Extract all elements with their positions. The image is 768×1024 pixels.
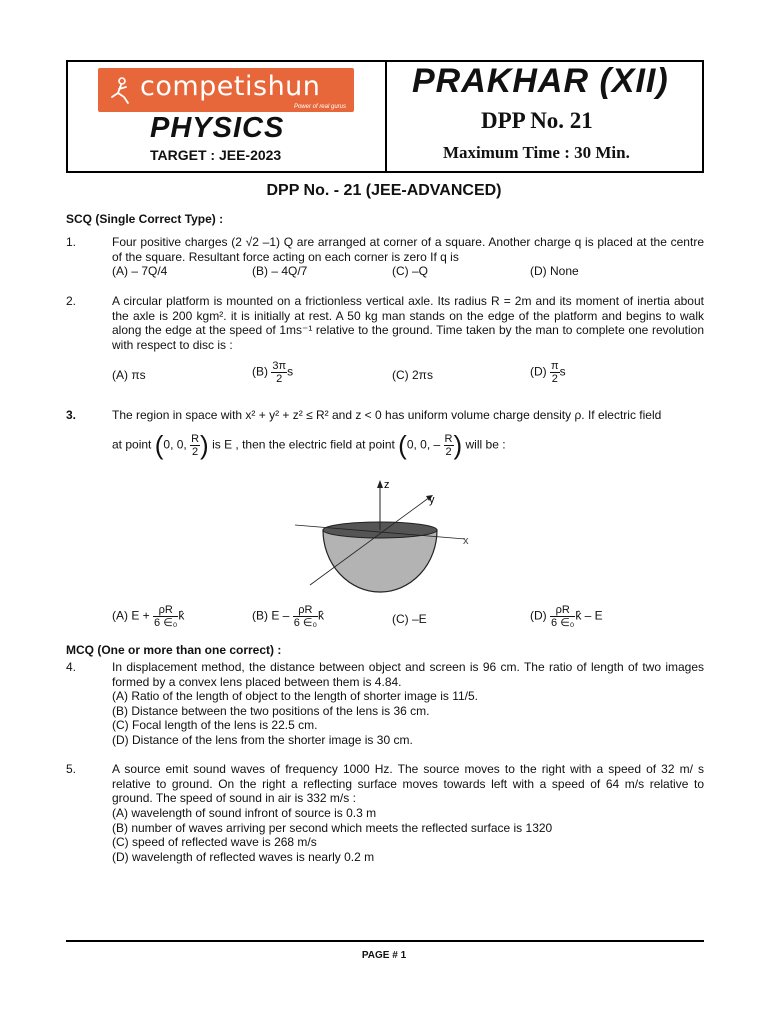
q1-option-d: (D) None	[530, 264, 579, 278]
q1-option-a: (A) – 7Q/4	[112, 264, 168, 278]
q1-option-c: (C) –Q	[392, 264, 428, 278]
q1-text: Four positive charges (2 √2 –1) Q are arranged at corner of a square. Another charge q is placed at the centre of the square. Resultant force acting on each corner is zero If q is	[112, 235, 704, 264]
q3-option-b: (B) E – $\frac{\rho R}{\text{6 ∈₀}}$ k̂	[252, 604, 325, 629]
section-mcq: MCQ (One or more than one correct) :	[66, 643, 282, 657]
q2-option-b: (B) $\frac{3\pi}{2}$ s	[252, 360, 294, 385]
section-scq: SCQ (Single Correct Type) :	[66, 212, 224, 226]
q2-option-c: (C) 2πs	[392, 368, 433, 382]
target-label: TARGET : JEE-2023	[150, 147, 282, 163]
x-label: x	[463, 535, 469, 547]
q1-number: 1.	[66, 235, 77, 249]
q5-option-c: (C) speed of reflected wave is 268 m/s	[112, 835, 317, 849]
header-divider	[385, 60, 387, 173]
y-label: y	[429, 494, 435, 506]
q3-text: The region in space with x² + y² + z² ≤ R² and z < 0 has uniform volume charge density ρ. If electric field	[112, 408, 662, 422]
subject-title: PHYSICS	[150, 112, 285, 144]
q5-text: A source emit sound waves of frequency 1000 Hz. The source moves to the right with a speed of 32 m/ s relative to ground. On the right a reflecting surface moves towards left with a speed of 64 m/s relative to ground. The speed of sound in air is 332 m/s :	[112, 762, 704, 806]
q4-option-d: (D) Distance of the lens from the shorter image is 30 cm.	[112, 733, 413, 747]
q1-option-b: (B) – 4Q/7	[252, 264, 308, 278]
hemisphere-body	[323, 530, 437, 592]
q3-number: 3.	[66, 408, 77, 422]
q2-text: A circular platform is mounted on a frictionless vertical axle. Its radius R = 2m and its moment of inertia about the axle is 200 kgm². it is initially at rest. A 50 kg man stands on the edge of the platform and begins to walk along the edge at the speed of 1ms⁻¹ relative to the ground. Time taken by the man to complete one revolution with respect to disc is :	[112, 294, 704, 352]
q3-option-c: (C) –E	[392, 612, 427, 626]
logo	[98, 68, 354, 112]
q3-line2: at point (0, 0, $\frac{R}{2}$ ) is E , then the electric field at point (0, 0, – $\frac{R}{2}$ ) will be :	[112, 430, 506, 460]
q4-option-c: (C) Focal length of the lens is 22.5 cm.	[112, 718, 318, 732]
dpp-number: DPP No. 21	[481, 108, 593, 133]
z-label: z	[384, 479, 390, 491]
z-axis-arrow	[377, 480, 383, 488]
q4-option-b: (B) Distance between the two positions of the lens is 36 cm.	[112, 704, 430, 718]
q2-option-d: (D) $\frac{\pi}{2}$ s	[530, 360, 566, 385]
q4-number: 4.	[66, 660, 77, 674]
q2-number: 2.	[66, 294, 77, 308]
footer-rule	[66, 940, 704, 942]
q5-option-b: (B) number of waves arriving per second which meets the reflected surface is 1320	[112, 821, 553, 835]
q5-number: 5.	[66, 762, 77, 776]
q4-text: In displacement method, the distance between object and screen is 96 cm. The ratio of length of two images formed by a convex lens placed between them is 4.84.	[112, 660, 704, 689]
max-time: Maximum Time : 30 Min.	[443, 143, 630, 162]
batch-title: PRAKHAR (XII)	[412, 62, 669, 100]
logo-guru-icon	[106, 75, 134, 105]
page-number: PAGE # 1	[361, 950, 407, 961]
document-title: DPP No. - 21 (JEE-ADVANCED)	[266, 182, 502, 199]
q5-option-a: (A) wavelength of sound infront of source is 0.3 m	[112, 806, 377, 820]
logo-text: competishun	[140, 71, 321, 102]
hemisphere-figure	[280, 470, 480, 600]
q4-option-a: (A) Ratio of the length of object to the length of shorter image is 11/5.	[112, 689, 478, 703]
q3-option-a: (A) E + $\frac{\rho R}{\text{6 ∈₀}}$ k̂	[112, 604, 185, 629]
q5-option-d: (D) wavelength of reflected waves is nearly 0.2 m	[112, 850, 375, 864]
logo-tagline: Power of real gurus	[293, 104, 346, 110]
q2-option-a: (A) πs	[112, 368, 146, 382]
q3-option-d: (D) $\frac{\rho R}{\text{6 ∈₀}}$ k̂ – E	[530, 604, 603, 629]
